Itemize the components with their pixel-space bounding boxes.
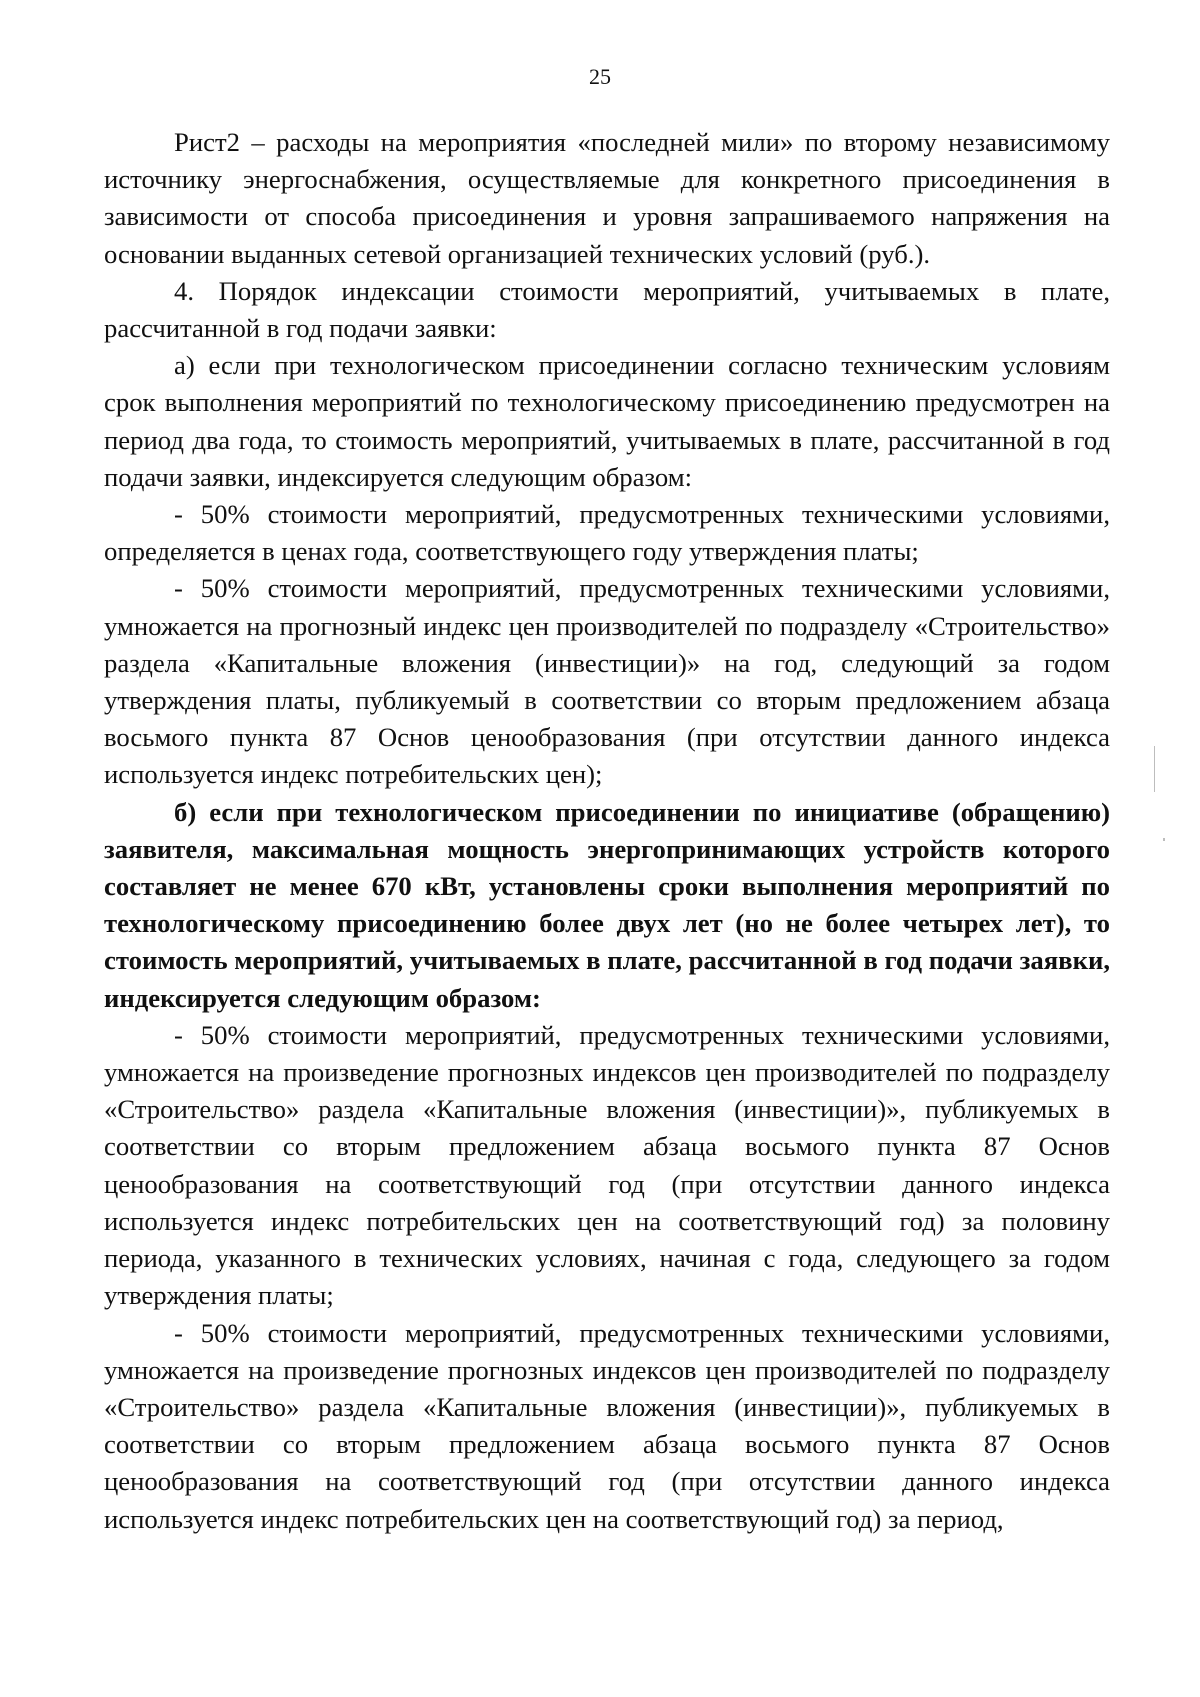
paragraph-rist2-definition: Pист2 – расходы на мероприятия «последней мили» по второму независимому источнику энергоснабжения, осуществляемые для конкретного присоединения в зависимости от способа присоединения и уровня запрашиваемого напряжения на основании выданных сетевой организацией технических условий (руб.). <box>104 127 1110 269</box>
paragraph-a-dash-2: - 50% стоимости мероприятий, предусмотренных техническими условиями, умножается на прогнозный индекс цен производителей по подразделу «Строительство» раздела «Капитальные вложения (инвестиции)» на год, следующий за годом утверждения платы, публикуемый в соответствии со вторым предложением абзаца восьмого пункта 87 Основ ценообразования (при отсутствии данного индекса используется индекс потребительских цен); <box>104 573 1110 790</box>
paragraph-b-dash-2: - 50% стоимости мероприятий, предусмотренных техническими условиями, умножается на произведение прогнозных индексов цен производителей по подразделу «Строительство» раздела «Капитальные вложения (инвестиции)», публикуемых в соответствии со вторым предложением абзаца восьмого пункта 87 Основ ценообразования на соответствующий год (при отсутствии данного индекса используется индекс потребительских цен на соответствующий год) за период, <box>104 1317 1110 1534</box>
paragraph-subitem-a: а) если при технологическом присоединении согласно техническим условиям срок выполнения мероприятий по технологическому присоединению предусмотрен на период два года, то стоимость мероприятий, учитываемых в плате, рассчитанной в год подачи заявки, индексируется следующим образом: <box>104 350 1110 492</box>
paragraph-subitem-b: б) если при технологическом присоединении по инициативе (обращению) заявителя, максимальная мощность энергопринимающих устройств которого составляет не менее 670 кВт, установлены сроки выполнения мероприятий по технологическому присоединению более двух лет (но не более четырех лет), то стоимость мероприятий, учитываемых в плате, рассчитанной в год подачи заявки, индексируется следующим образом: <box>104 796 1110 1013</box>
scan-artifact-dot <box>1163 838 1165 841</box>
page-number: 25 <box>589 64 611 89</box>
scan-artifact-line <box>1154 746 1155 792</box>
paragraph-b-dash-1: - 50% стоимости мероприятий, предусмотренных техническими условиями, умножается на произведение прогнозных индексов цен производителей по подразделу «Строительство» раздела «Капитальные вложения (инвестиции)», публикуемых в соответствии со вторым предложением абзаца восьмого пункта 87 Основ ценообразования на соответствующий год (при отсутствии данного индекса используется индекс потребительских цен на соответствующий год) за половину периода, указанного в технических условиях, начиная с года, следующего за годом утверждения платы; <box>104 1019 1110 1311</box>
document-body <box>104 124 1110 1538</box>
paragraph-item-4: 4. Порядок индексации стоимости мероприятий, учитываемых в плате, рассчитанной в год подачи заявки: <box>104 275 1110 344</box>
paragraph-a-dash-1: - 50% стоимости мероприятий, предусмотренных техническими условиями, определяется в ценах года, соответствующего году утверждения платы; <box>104 499 1110 567</box>
